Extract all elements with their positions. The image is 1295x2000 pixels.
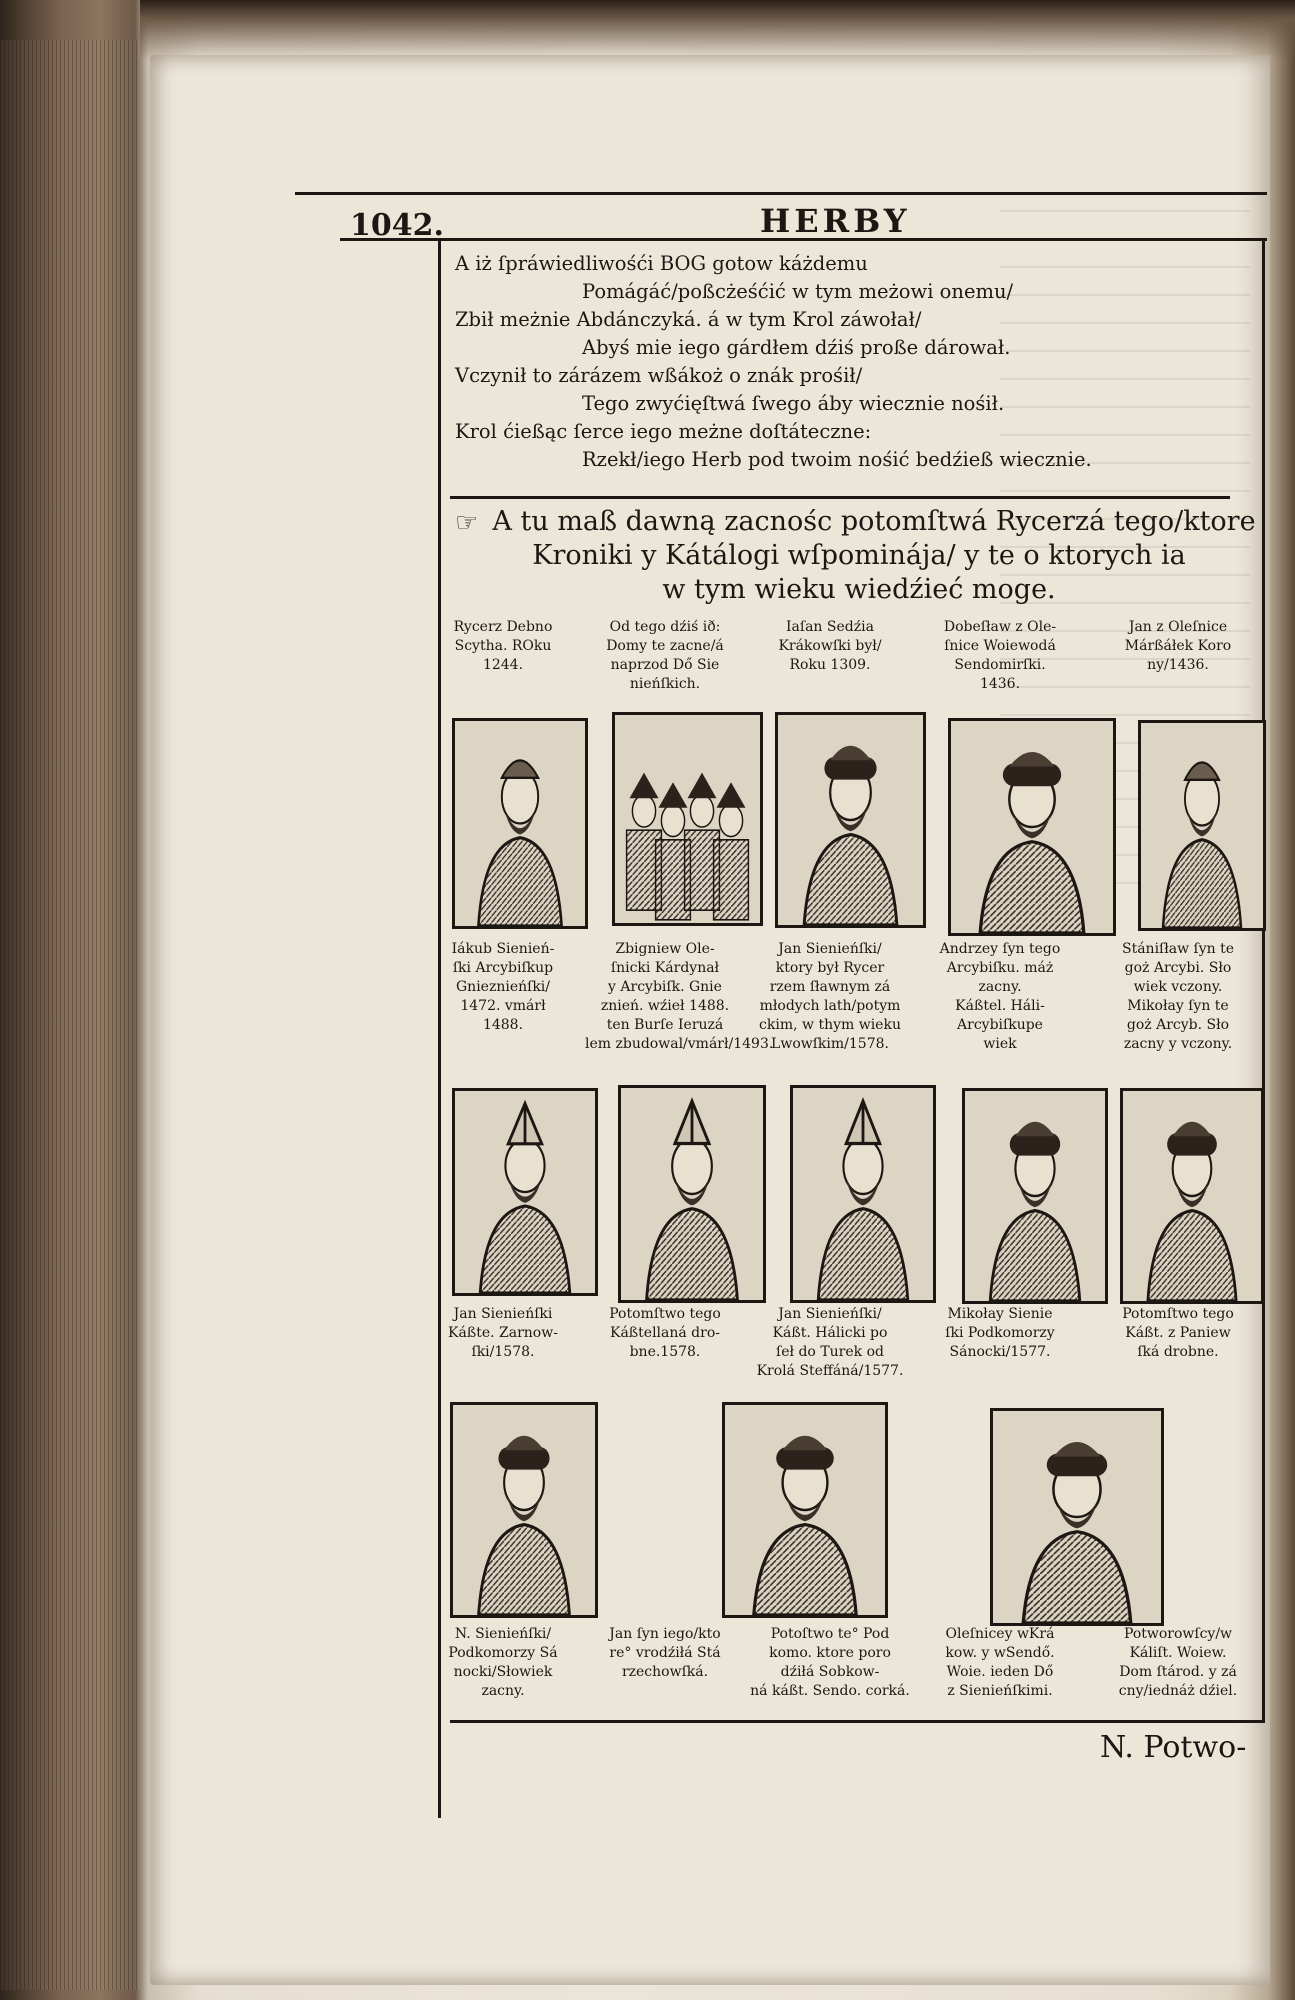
caption-line: cny/iednáż dźiel.: [1118, 1683, 1238, 1699]
verse-line: Zbił meżnie Abdánczyká. á w tym Krol záwołał/: [455, 308, 922, 331]
portrait-caption: [920, 618, 1080, 694]
caption-line: zacny y vczony.: [1123, 1036, 1233, 1052]
caption-line: Arcybiſkupe: [957, 1017, 1043, 1033]
caption-line: Jan ſyn iego/kto: [609, 1626, 721, 1642]
caption-line: Dom ſtárod. y zá: [1119, 1664, 1237, 1680]
portrait-caption: [1098, 1305, 1258, 1362]
caption-line: Potworowſcy/w: [1123, 1626, 1233, 1642]
caption-line: ktory był Rycer: [775, 960, 885, 976]
caption-line: Zbigniew Ole-: [615, 941, 715, 957]
portrait-caption: [423, 1625, 583, 1701]
portrait-caption: [1098, 1625, 1258, 1701]
caption-line: 1244.: [482, 657, 524, 673]
caption-line: rzem ſławnym zá: [769, 979, 891, 995]
caption-line: znień. wźieł 1488.: [600, 998, 730, 1014]
caption-line: rzechowſká.: [621, 1664, 709, 1680]
caption-line: Káßtel. Háli-: [955, 998, 1045, 1014]
portrait-caption: [585, 618, 745, 694]
top-rule: [295, 192, 1267, 195]
verse-rule: [450, 496, 1230, 499]
caption-line: Iaſan Sedźia: [786, 619, 874, 635]
caption-line: Mikołay ſyn te: [1127, 998, 1229, 1014]
caption-line: ſeł do Turek od: [776, 1344, 884, 1360]
portrait-caption: [750, 1625, 910, 1701]
caption-line: 1488.: [482, 1017, 524, 1033]
caption-line: dźiłá Sobkow-: [780, 1664, 880, 1680]
portrait-caption: [920, 1625, 1080, 1701]
woodcut-portrait: [962, 1088, 1108, 1304]
woodcut-portrait: [450, 1402, 598, 1618]
caption-line: Sánocki/1577.: [949, 1344, 1051, 1360]
portrait-caption: [423, 618, 583, 675]
catchword: N. Potwo-: [1100, 1730, 1247, 1765]
bottom-rule: [450, 1720, 1262, 1723]
caption-line: kow. y wSendő.: [945, 1645, 1055, 1661]
binding-shadow: [140, 0, 1295, 60]
verse-line: Tego zwyćięſtwá ſwego áby wiecznie nośił.: [582, 392, 1005, 415]
caption-line: N. Sienieńſki/: [454, 1626, 552, 1642]
caption-line: Potomſtwo tego: [609, 1306, 721, 1322]
caption-line: z Sienieńſkimi.: [947, 1683, 1053, 1699]
caption-line: ná káßt. Sendo. corká.: [750, 1683, 910, 1699]
caption-line: Káliſt. Woiew.: [1129, 1645, 1227, 1661]
caption-line: Mikołay Sienie: [947, 1306, 1053, 1322]
woodcut-portrait: [990, 1408, 1164, 1626]
caption-line: Jan Sienieńſki/: [778, 1306, 882, 1322]
caption-line: Arcybiſku. máż: [946, 960, 1054, 976]
woodcut-portrait: [1138, 720, 1266, 931]
portrait-caption: [585, 1305, 745, 1362]
intro-line: A tu maß dawną zacnośc potomſtwá Rycerzá tego/ktore: [492, 506, 1256, 537]
caption-line: Káßt. Hálicki po: [772, 1325, 888, 1341]
caption-line: naprzod Dő Sie: [610, 657, 720, 673]
verse-line: Abyś mie iego gárdłem dźiś proße dárował.: [582, 336, 1011, 359]
caption-line: Dobeſław z Ole-: [943, 619, 1057, 635]
woodcut-portrait: [775, 712, 926, 928]
caption-line: Potoſtwo te° Pod: [770, 1626, 890, 1642]
page-stack-edge: [0, 40, 140, 1990]
caption-line: re° vrodźiłá Stá: [609, 1645, 721, 1661]
caption-line: Stániſław ſyn te: [1121, 941, 1235, 957]
caption-line: Scytha. ROku: [454, 638, 552, 654]
caption-line: 1472. vmárł: [460, 998, 546, 1014]
caption-line: Jan Sienieńſki/: [778, 941, 882, 957]
caption-line: Káßt. z Paniew: [1125, 1325, 1231, 1341]
verse-line: Pomágáć/poßcżeśćić w tym meżowi onemu/: [582, 280, 1014, 303]
caption-line: komo. ktore poro: [769, 1645, 891, 1661]
caption-line: młodych lath/potym: [759, 998, 901, 1014]
verse-line: A iż ſpráwiedliwośći BOG gotow káżdemu: [455, 252, 868, 275]
portrait-caption: [750, 940, 910, 1054]
portrait-caption: [585, 1625, 745, 1682]
woodcut-portrait: [452, 718, 588, 929]
intro-line: Kroniki y Kátálogi wſpominája/ y te o ktorych ia: [532, 540, 1186, 571]
caption-line: Jan Sienieńſki: [453, 1306, 553, 1322]
intro-line: w tym wieku wiedźieć moge.: [662, 574, 1056, 605]
caption-line: ſki Podkomorzy: [945, 1325, 1055, 1341]
intro-heading: [455, 505, 1263, 607]
caption-line: ſnicki Kárdynał: [610, 960, 720, 976]
caption-line: goż Arcyb. Sło: [1126, 1017, 1230, 1033]
caption-line: bne.1578.: [629, 1344, 701, 1360]
caption-line: Domy te zacne/á: [606, 638, 724, 654]
caption-line: goż Arcybi. Sło: [1124, 960, 1232, 976]
portrait-caption: [750, 1305, 910, 1381]
portrait-caption: [750, 618, 910, 675]
caption-line: wiek: [983, 1036, 1017, 1052]
caption-line: ny/1436.: [1147, 657, 1209, 673]
caption-line: ſki/1578.: [471, 1344, 535, 1360]
caption-line: Woie. ieden Dő: [946, 1664, 1054, 1680]
caption-line: Podkomorzy Sá: [448, 1645, 558, 1661]
verse-line: Krol ćießąc ſerce iego meżne doſtáteczne:: [455, 420, 872, 443]
caption-line: Potomſtwo tego: [1122, 1306, 1234, 1322]
woodcut-portrait: [618, 1085, 766, 1303]
caption-line: lem zbudowal/vmárł/1493.: [585, 1036, 774, 1052]
woodcut-portrait: [452, 1088, 598, 1296]
caption-line: Krolá Steffáná/1577.: [756, 1363, 904, 1379]
running-head: HERBY: [760, 202, 911, 240]
portrait-caption: [423, 1305, 583, 1362]
caption-line: Iákub Sienień-: [451, 941, 555, 957]
verse-line: Rzekł/iego Herb pod twoim nośić bedźieß wiecznie.: [582, 448, 1092, 471]
caption-line: Roku 1309.: [789, 657, 871, 673]
caption-line: Od tego dźiś ið:: [609, 619, 721, 635]
caption-line: Krákowſki był/: [778, 638, 882, 654]
caption-line: Márßáłek Koro: [1124, 638, 1232, 654]
pointing-hand-icon: ☞: [455, 508, 479, 538]
portrait-caption: [920, 940, 1080, 1054]
caption-line: zacny.: [481, 1683, 525, 1699]
portrait-caption: [920, 1305, 1080, 1362]
woodcut-portrait: [790, 1085, 936, 1303]
caption-line: nieńſkich.: [629, 676, 701, 692]
caption-line: Andrzey ſyn tego: [939, 941, 1061, 957]
caption-line: 1436.: [979, 676, 1021, 692]
woodcut-portrait: [948, 718, 1116, 936]
caption-line: ſki Arcybiſkup: [452, 960, 554, 976]
page-number: 1042.: [350, 208, 444, 243]
caption-line: Sendomirſki.: [954, 657, 1046, 673]
portrait-caption: [585, 940, 774, 1054]
portrait-caption: [1098, 618, 1258, 675]
caption-line: ckim, w thym wieku: [759, 1017, 901, 1033]
caption-line: Oleſnicey wKrá: [945, 1626, 1055, 1642]
caption-line: Káßtellaná dro-: [610, 1325, 720, 1341]
caption-line: y Arcybiſk. Gnie: [608, 979, 722, 995]
caption-line: ſnice Woiewodá: [944, 638, 1056, 654]
woodcut-portrait: [1120, 1088, 1264, 1304]
caption-line: ten Burſe Ieruzá: [606, 1017, 724, 1033]
caption-line: Gnieznieńſki/: [456, 979, 550, 995]
verse-block: [455, 250, 1255, 474]
caption-line: Lwowſkim/1578.: [771, 1036, 889, 1052]
caption-line: zacny.: [978, 979, 1022, 995]
caption-line: wiek vczony.: [1133, 979, 1223, 995]
caption-line: Káßte. Zarnow-: [448, 1325, 558, 1341]
caption-line: ſká drobne.: [1137, 1344, 1219, 1360]
woodcut-portrait: [612, 712, 763, 926]
portrait-caption: [1098, 940, 1258, 1054]
caption-line: Jan z Oleſnice: [1128, 619, 1228, 635]
woodcut-portrait: [722, 1402, 888, 1618]
caption-line: nocki/Słowiek: [453, 1664, 553, 1680]
verse-line: Vczynił to zárázem wßákoż o znák prośił/: [455, 364, 863, 387]
portrait-caption: [423, 940, 583, 1035]
caption-line: Rycerz Debno: [453, 619, 553, 635]
right-margin-rule: [1262, 238, 1265, 1723]
